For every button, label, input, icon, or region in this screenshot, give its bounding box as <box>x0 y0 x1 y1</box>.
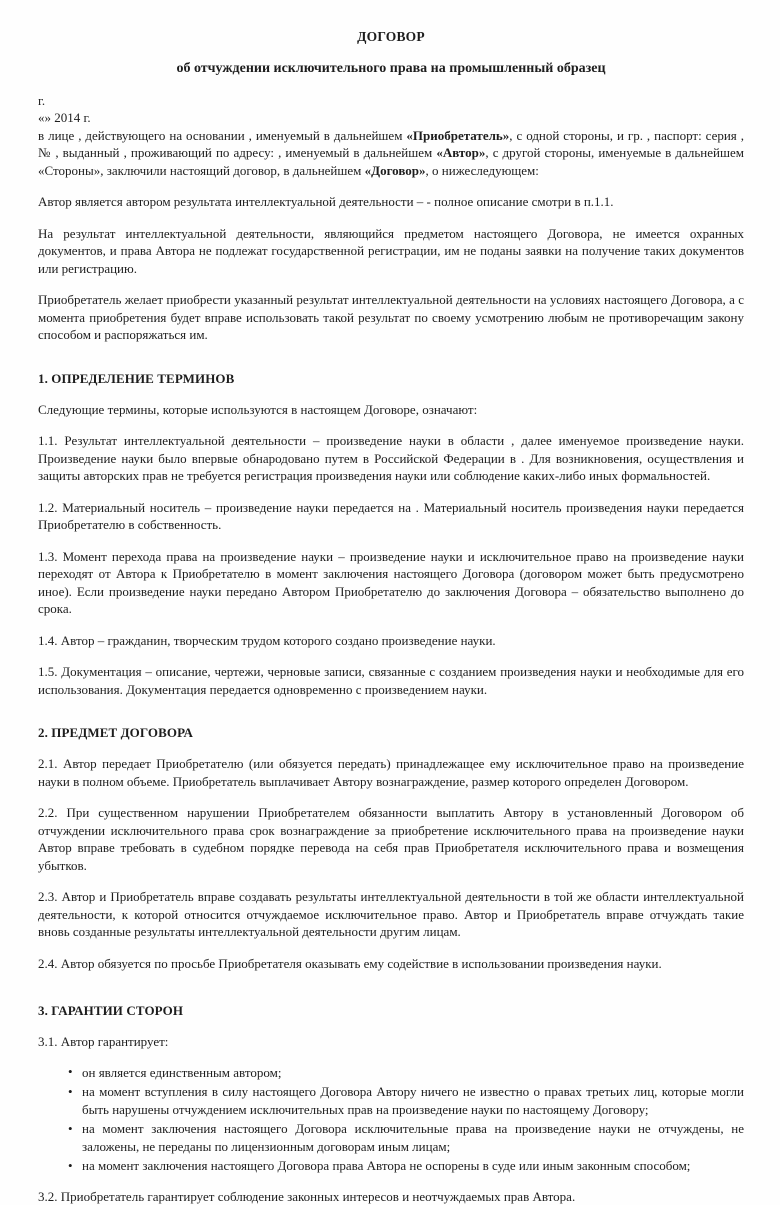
section-heading-3: 3. ГАРАНТИИ СТОРОН <box>38 1003 184 1019</box>
section-heading-1: 1. ОПРЕДЕЛЕНИЕ ТЕРМИНОВ <box>38 370 235 386</box>
list-item: • он является единственным автором; <box>38 1064 744 1082</box>
clause-1-1: 1.1. Результат интеллектуальной деятельности – произведение науки в области , далее именуемое произведение науки. Произведение науки было впервые обнародовано путем в Российской Федерации в . Для возникновения, осуществления и защиты авторских прав не требуется регистрация произведения науки или соблюдение каких-либо иных формальностей. <box>38 433 744 484</box>
guarantee-list <box>38 1064 744 1175</box>
clause-2-3: 2.3. Автор и Приобретатель вправе создавать результаты интеллектуальной деятельности в той же области интеллектуальной деятельности, к которой относится отчуждаемое исключительное право. Автор и Приобретатель вправе отчуждать такие вновь созданные результаты интеллектуальной деятельности другим лицам. <box>38 889 744 940</box>
intro-paragraph-3: Приобретатель желает приобрести указанный результат интеллектуальной деятельности на условиях настоящего Договора, а с момента приобретения будет вправе использовать такой результат по своему усмотрению любым не противоречащим закону способом и распоряжаться им. <box>38 292 744 343</box>
party-term-contract: «Договор» <box>364 162 426 178</box>
list-item: • на момент вступления в силу настоящего Договора Автору ничего не известно о правах третьих лиц, которые могли быть нарушены отчуждением исключительных прав на произведение науки по настоящему Договору; <box>38 1083 744 1118</box>
clause-3-2: 3.2. Приобретатель гарантирует соблюдение законных интересов и неотчуждаемых прав Автора. <box>38 1188 576 1204</box>
preamble-segment-3: , с другой стороны, именуемые в дальнейшем «Стороны», заключили настоящий договор, в дальнейшем <box>38 145 744 178</box>
clause-2-2: 2.2. При существенном нарушении Приобретателем обязанности выплатить Автору в установленный Договором об отчуждении исключительного права срок вознаграждение за приобретение исключительного права на произведение науки Автор вправе требовать в судебном порядке перевода на себя прав Приобретателя исключительного права и возмещения убытков. <box>38 805 744 873</box>
intro-paragraph-2: На результат интеллектуальной деятельности, являющийся предметом настоящего Договора, не имеется охранных документов, и права Автора не подлежат государственной регистрации, им не поданы заявки на получение таких документов или регистрацию. <box>38 225 744 276</box>
intro-paragraph-1: Автор является автором результата интеллектуальной деятельности – - полное описание смотри в п.1.1. <box>38 194 614 210</box>
clause-2-4: 2.4. Автор обязуется по просьбе Приобретателя оказывать ему содействие в использовании произведения науки. <box>38 955 662 971</box>
document-title: ДОГОВОР <box>357 29 425 44</box>
preamble-paragraph <box>38 127 744 180</box>
clause-1-4: 1.4. Автор – гражданин, творческим трудом которого создано произведение науки. <box>38 632 496 648</box>
list-item: • на момент заключения настоящего Договора права Автора не оспорены в суде или иным законным способом; <box>38 1157 744 1175</box>
list-item: • на момент заключения настоящего Договора исключительные права на произведение науки не отчуждены, не заложены, не переданы по лицензионным договорам иным лицам; <box>38 1120 744 1155</box>
preamble-segment-2: , с одной стороны, и гр. , паспорт: серия , № , выданный , проживающий по адресу: , именуемый в дальнейшем <box>38 127 744 161</box>
document-subtitle: об отчуждении исключительного права на промышленный образец <box>176 60 606 76</box>
clause-2-1: 2.1. Автор передает Приобретателю (или обязуется передать) принадлежащее ему исключительное право на произведение науки в полном объеме. Приобретатель выплачивает Автору вознаграждение, размер которого определен Договором. <box>38 756 744 789</box>
section-heading-2: 2. ПРЕДМЕТ ДОГОВОРА <box>38 725 193 741</box>
date-line: «» 2014 г. <box>38 110 91 126</box>
clause-1-5: 1.5. Документация – описание, чертежи, черновые записи, связанные с созданием произведения науки и необходимые для его использования. Документация передается одновременно с произведением науки. <box>38 664 744 697</box>
clause-1-2: 1.2. Материальный носитель – произведение науки передается на . Материальный носитель произведения науки передается Приобретателю в собственность. <box>38 499 744 533</box>
clause-3-1: 3.1. Автор гарантирует: <box>38 1034 169 1050</box>
preamble-segment-1: в лице , действующего на основании , именуемый в дальнейшем <box>38 127 407 143</box>
section-1-lead: Следующие термины, которые используются в настоящем Договоре, означают: <box>38 401 478 417</box>
place-line: г. <box>38 92 46 108</box>
preamble-segment-4: , о нижеследующем: <box>425 162 539 178</box>
party-term-author: «Автор» <box>436 145 486 161</box>
clause-1-3: 1.3. Момент перехода права на произведение науки – произведение науки и исключительное право на произведение науки переходят от Автора к Приобретателю в момент заключения настоящего Договора (договором может быть предусмотрено иное). Если произведение науки передано Автором Приобретателю до заключения Договора – обязательство выполнено до срока. <box>38 548 744 617</box>
party-term-acquirer: «Приобретатель» <box>406 127 510 143</box>
